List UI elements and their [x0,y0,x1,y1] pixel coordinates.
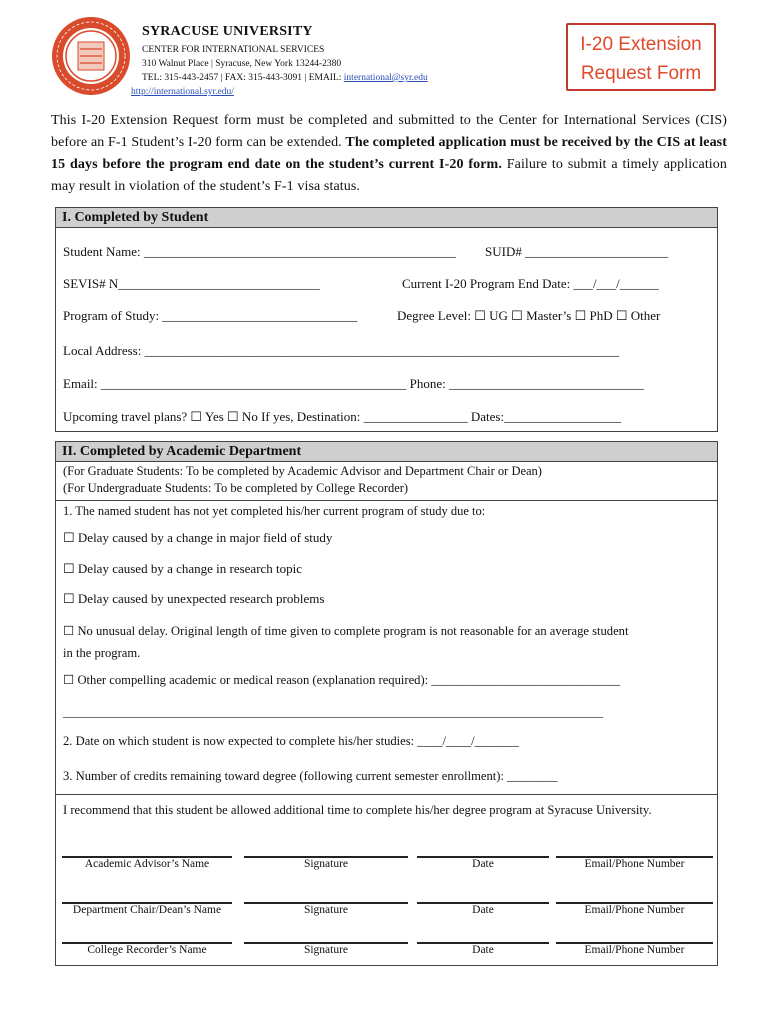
divider [56,500,717,501]
signature-label-date: Date [472,944,494,956]
local-address-field[interactable]: Local Address: _________________________________________________________________________ [63,343,620,358]
signature-label-sig: Signature [303,944,349,956]
intro-text: This I-20 Extension Request form must be completed and submitted to the Center for International Services (CIS) before an F-1 Student’s I-20 form can be extended. [51,113,727,150]
sevis-field[interactable]: SEVIS# N_______________________________ [63,276,320,291]
explanation-line[interactable]: __________________________________________________________________________________________ [63,705,603,719]
signature-label-contact: Email/Phone Number [584,858,685,870]
end-date-field[interactable]: Current I-20 Program End Date: ___/___/______ [402,276,659,291]
signature-label-name: Academic Advisor’s Name [84,858,210,870]
signature-label-date: Date [472,858,494,870]
contact-line [142,72,428,84]
option-no-delay[interactable]: ☐ No unusual delay. Original length of time given to complete program is not reasonable for an average student [63,624,629,638]
signature-label-sig: Signature [303,858,349,870]
address: 310 Walnut Place | Syracuse, New York 13244-2380 [142,59,342,69]
form-title-line2: Request Form [580,63,702,84]
travel-field[interactable]: Upcoming travel plans? ☐ Yes ☐ No If yes, Destination: ________________ Dates:__________________ [63,409,622,424]
question-3[interactable]: 3. Number of credits remaining toward degree (following current semester enrollment): ________ [63,769,558,783]
suid-field[interactable]: SUID# ______________________ [485,244,669,259]
university-name: SYRACUSE UNIVERSITY [142,24,313,39]
divider [56,794,717,795]
student-name-field[interactable]: Student Name: ________________________________________________ [63,244,456,259]
signature-label-date: Date [472,904,494,916]
intro-tail: Failure to submit a timely application may result in violation of the student’s F-1 visa status. [51,157,727,194]
question-2[interactable]: 2. Date on which student is now expected to complete his/her studies: ____/____/_______ [63,734,519,748]
contact-text: TEL: 315-443-2457 | FAX: 315-443-3091 | EMAIL: [142,73,344,83]
section2-heading: II. Completed by Academic Department [56,442,717,462]
website-link[interactable]: http://international.syr.edu/ [131,87,234,97]
signature-label-name: Department Chair/Dean’s Name [72,904,222,916]
email-phone-field[interactable]: Email: _______________________________________________ Phone: ______________________________ [63,376,645,391]
form-title-line1: I-20 Extension [580,34,702,55]
signature-label-contact: Email/Phone Number [584,904,685,916]
note-undergraduate: (For Undergraduate Students: To be completed by College Recorder) [63,481,409,495]
recommendation: I recommend that this student be allowed additional time to complete his/her degree program at Syracuse University. [63,803,652,817]
option-other-reason[interactable]: ☐ Other compelling academic or medical reason (explanation required): ______________________________ [63,673,621,687]
option-major-change[interactable]: ☐ Delay caused by a change in major field of study [63,530,333,545]
section1-heading: I. Completed by Student [56,208,717,228]
signature-label-sig: Signature [303,904,349,916]
option-no-delay-cont: in the program. [63,646,141,660]
note-graduate: (For Graduate Students: To be completed by Academic Advisor and Department Chair or Dean) [63,464,542,478]
university-seal-logo [51,16,131,96]
intro-bold: The completed application must be received by the CIS at least 15 days before the program end date on the student’s current I-20 form. [51,135,727,172]
center-name: CENTER FOR INTERNATIONAL SERVICES [142,45,325,55]
form-title-box [566,23,716,91]
program-field[interactable]: Program of Study: ______________________________ [63,308,358,323]
signature-label-name: College Recorder’s Name [87,944,207,956]
email-link[interactable]: international@syr.edu [343,73,428,83]
signature-label-contact: Email/Phone Number [584,944,685,956]
option-research-problems[interactable]: ☐ Delay caused by unexpected research problems [63,591,325,606]
degree-level-field[interactable]: Degree Level: ☐ UG ☐ Master’s ☐ PhD ☐ Other [397,308,661,323]
section-department [55,441,718,966]
option-research-topic[interactable]: ☐ Delay caused by a change in research topic [63,561,303,576]
question-1: 1. The named student has not yet completed his/her current program of study due to: [63,504,486,518]
intro-paragraph [51,110,727,198]
